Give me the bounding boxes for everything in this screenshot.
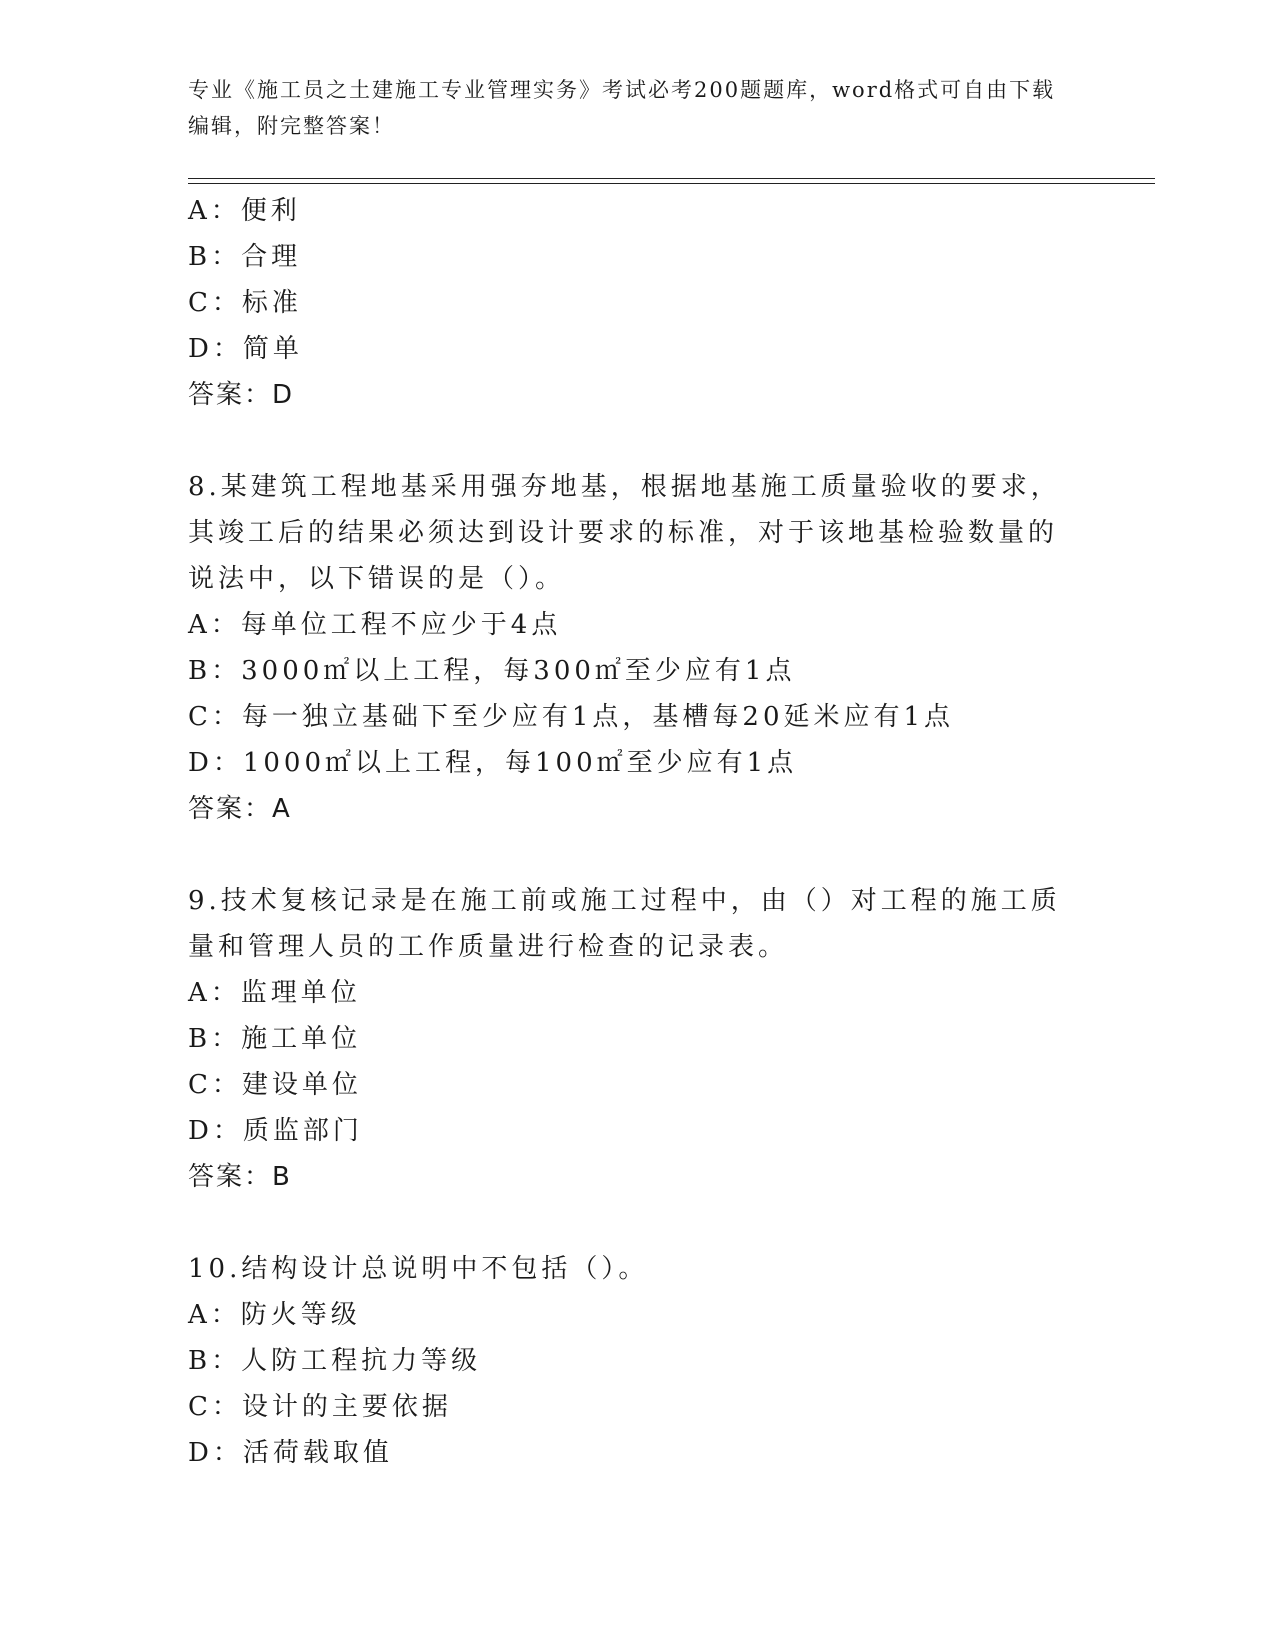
question-7-continued <box>188 188 1088 418</box>
option-a: A：便利 <box>188 196 301 226</box>
option-b: B：施工单位 <box>188 1024 362 1054</box>
option-c: C：建设单位 <box>188 1070 362 1100</box>
question-text: 10.结构设计总说明中不包括（）。 <box>188 1254 649 1284</box>
question-10 <box>188 1246 1088 1476</box>
option-a: A：监理单位 <box>188 978 361 1008</box>
option-d: D：质监部门 <box>188 1116 363 1146</box>
header-divider-bottom <box>188 183 1155 184</box>
header-divider-top <box>188 178 1155 179</box>
option-d: D：活荷载取值 <box>188 1438 393 1468</box>
answer-line: 答案：B <box>188 1162 292 1192</box>
option-c: C：每一独立基础下至少应有1点，基槽每20延米应有1点 <box>188 702 955 732</box>
option-d: D：1000㎡以上工程，每100㎡至少应有1点 <box>188 748 798 778</box>
option-b: B：人防工程抗力等级 <box>188 1346 482 1376</box>
answer-line: 答案：D <box>188 380 295 410</box>
option-b: B：3000㎡以上工程，每300㎡至少应有1点 <box>188 656 796 686</box>
option-b: B：合理 <box>188 242 302 272</box>
answer-line: 答案：A <box>188 794 292 824</box>
question-content <box>188 188 1088 1476</box>
question-9 <box>188 878 1088 1200</box>
option-a: A：防火等级 <box>188 1300 361 1330</box>
question-8 <box>188 464 1088 832</box>
document-header: 专业《施工员之土建施工专业管理实务》考试必考200题题库，word格式可自由下载编辑，附完整答案！ <box>188 78 1056 138</box>
question-text: 8.某建筑工程地基采用强夯地基，根据地基施工质量验收的要求，其竣工后的结果必须达到设计要求的标准，对于该地基检验数量的说法中，以下错误的是（）。 <box>188 472 1061 594</box>
option-a: A：每单位工程不应少于4点 <box>188 610 562 640</box>
option-c: C：设计的主要依据 <box>188 1392 452 1422</box>
option-c: C：标准 <box>188 288 302 318</box>
question-text: 9.技术复核记录是在施工前或施工过程中，由（）对工程的施工质量和管理人员的工作质量进行检查的记录表。 <box>188 886 1061 962</box>
option-d: D：简单 <box>188 334 303 364</box>
